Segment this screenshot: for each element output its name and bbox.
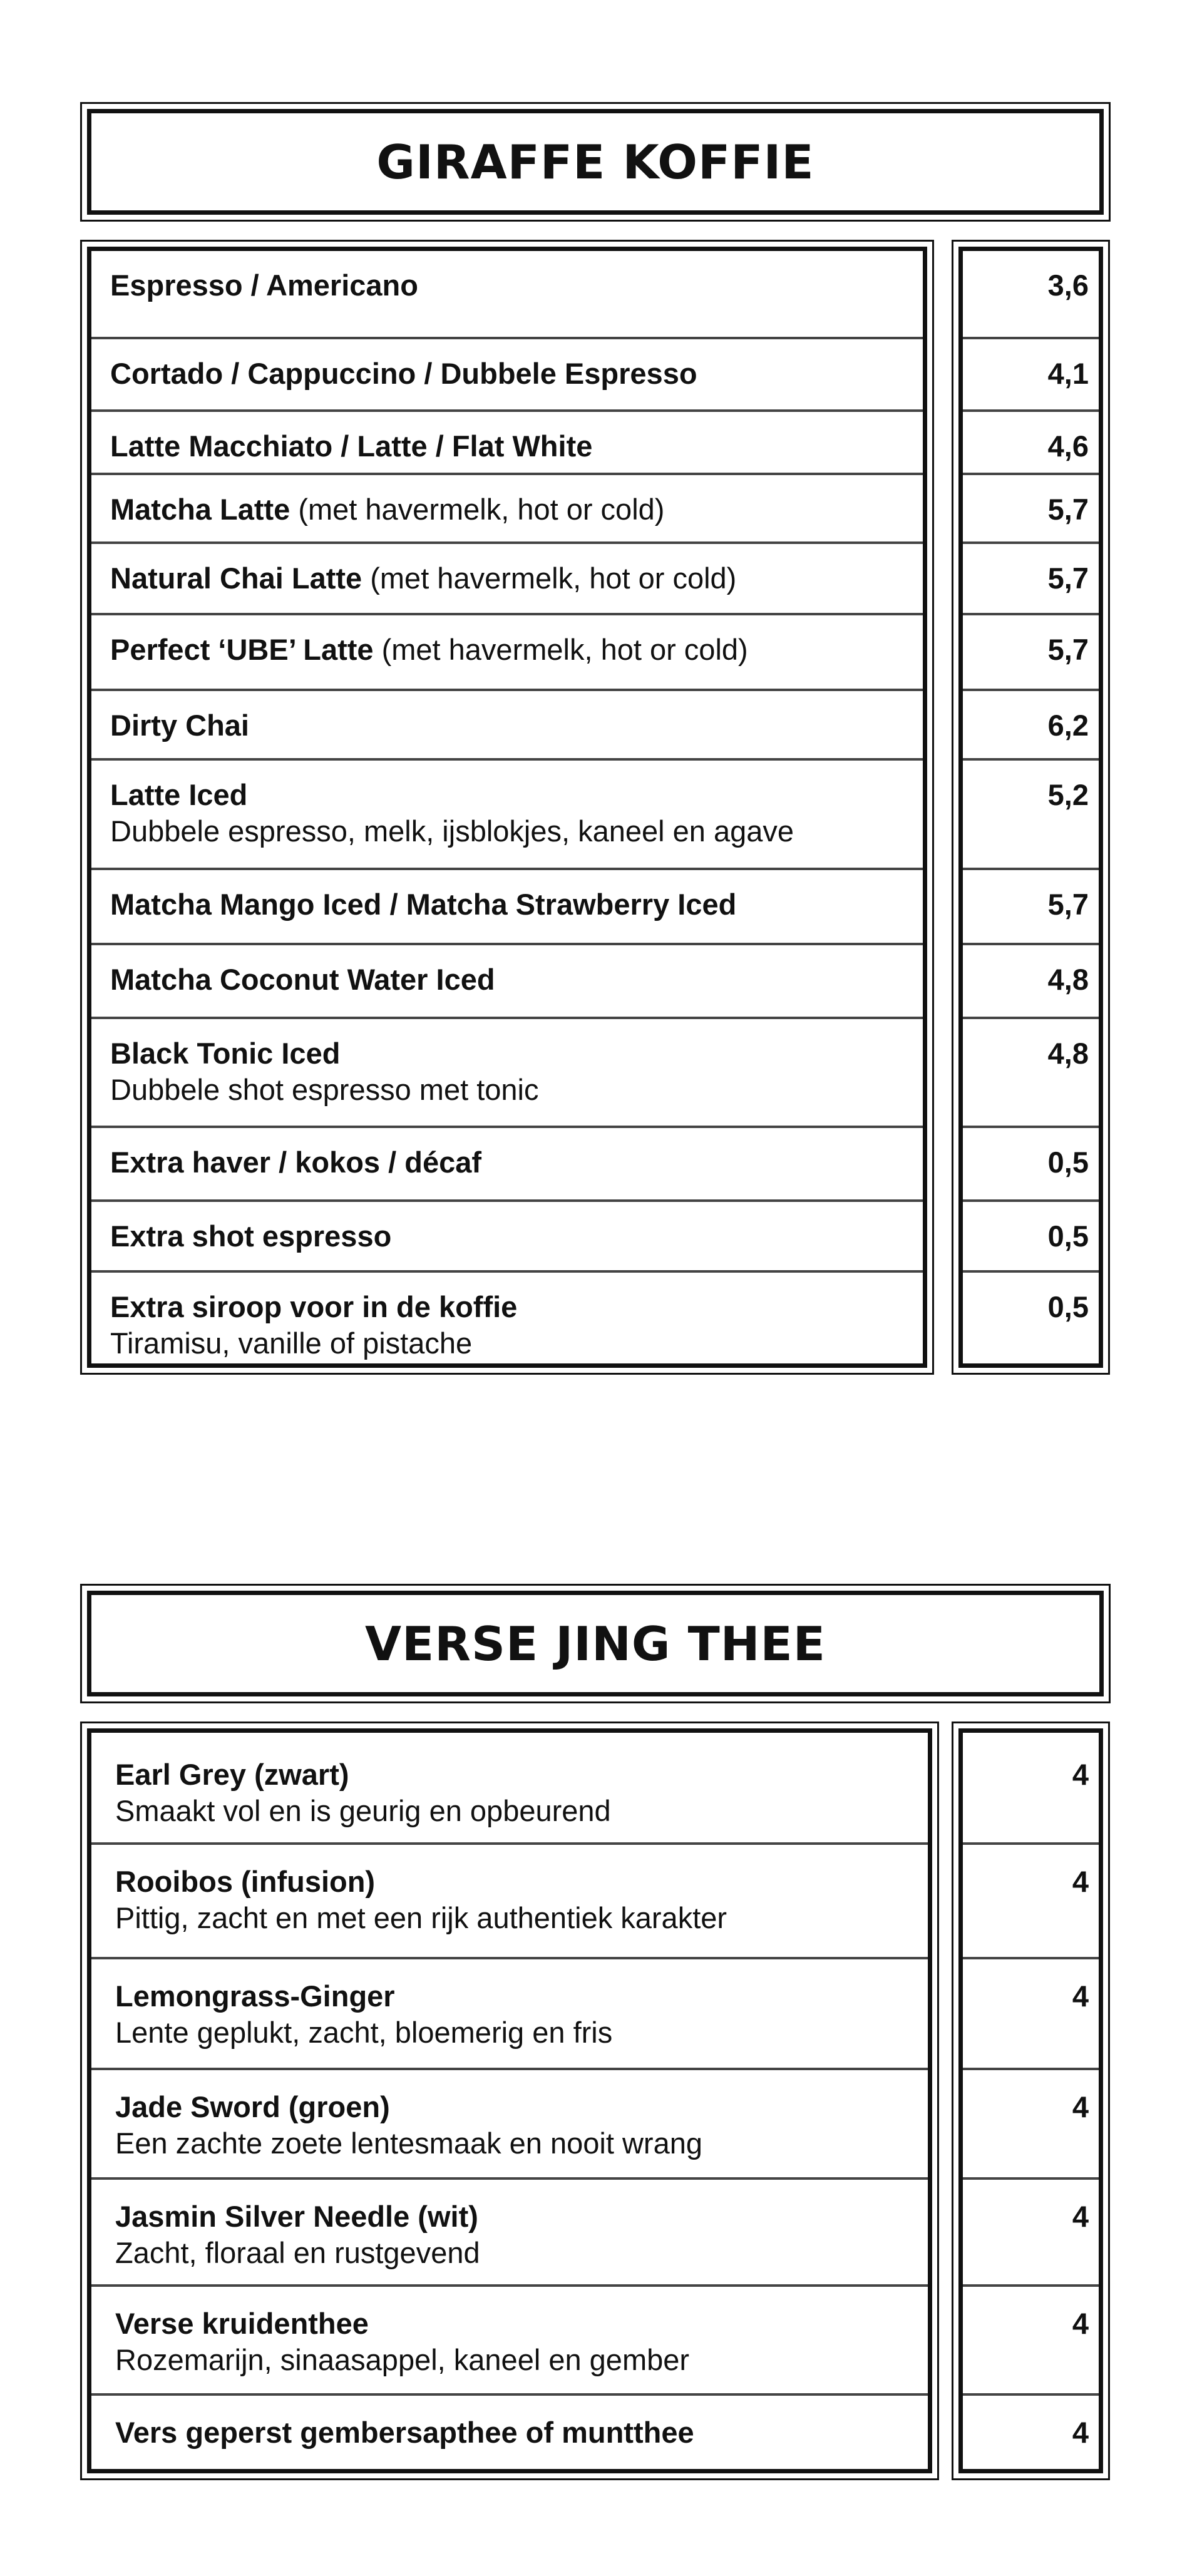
menu-item	[91, 409, 923, 473]
menu-item	[91, 2177, 928, 2284]
koffie-prices-box	[952, 240, 1110, 1375]
koffie-items-box	[80, 240, 934, 1375]
item-price: 4	[1072, 2416, 1089, 2449]
item-description: Rozemarijn, sinaasappel, kaneel en gember	[115, 2343, 690, 2376]
item-name: Espresso / Americano	[110, 269, 418, 302]
item-price: 4,8	[1047, 963, 1089, 996]
menu-item	[91, 758, 923, 868]
menu-item	[91, 1957, 928, 2068]
item-name: Extra shot espresso	[110, 1219, 392, 1253]
thee-items-list	[87, 1728, 932, 2473]
menu-item	[91, 251, 923, 337]
thee-prices-box	[952, 1722, 1110, 2480]
menu-item	[91, 541, 923, 613]
item-price: 4	[1072, 1979, 1089, 2013]
thee-title-box	[80, 1584, 1111, 1703]
item-note: (met havermelk, hot or cold)	[373, 633, 748, 666]
item-name: Vers geperst gembersapthee of muntthee	[115, 2416, 694, 2449]
item-description: Zacht, floraal en rustgevend	[115, 2236, 480, 2269]
menu-item	[91, 1733, 928, 1842]
item-price: 4	[1072, 1865, 1089, 1898]
item-name: Extra haver / kokos / décaf	[110, 1146, 482, 1179]
item-price: 4	[1072, 2307, 1089, 2340]
item-name: Lemongrass-Ginger	[115, 1979, 395, 2013]
item-name: Jasmin Silver Needle (wit)	[115, 2200, 478, 2233]
item-name: Cortado / Cappuccino / Dubbele Espresso	[110, 357, 697, 390]
menu-item	[91, 2393, 928, 2473]
item-name: Matcha Mango Iced / Matcha Strawberry Iced	[110, 888, 737, 921]
item-price: 0,5	[1047, 1219, 1089, 1253]
item-description: Dubbele shot espresso met tonic	[110, 1073, 539, 1106]
menu-item	[91, 943, 923, 1017]
item-price: 5,7	[1047, 493, 1089, 526]
item-name: Perfect ‘UBE’ Latte	[110, 633, 374, 666]
menu-item	[91, 1199, 923, 1270]
item-price: 5,7	[1047, 888, 1089, 921]
menu-item	[91, 613, 923, 689]
item-name: Earl Grey (zwart)	[115, 1758, 349, 1791]
item-description: Smaakt vol en is geurig en opbeurend	[115, 1794, 611, 1827]
item-name: Latte Iced	[110, 778, 248, 811]
item-description: Tiramisu, vanille of pistache	[110, 1326, 473, 1360]
menu-item	[91, 337, 923, 409]
item-price: 4	[1072, 2200, 1089, 2233]
menu-item	[91, 689, 923, 758]
item-name: Jade Sword (groen)	[115, 2090, 390, 2123]
menu-item	[91, 2068, 928, 2177]
item-price: 5,2	[1047, 778, 1089, 811]
item-price: 4	[1072, 2090, 1089, 2123]
item-name: Rooibos (infusion)	[115, 1865, 376, 1898]
item-name: Verse kruidenthee	[115, 2307, 369, 2340]
thee-items-box	[80, 1722, 939, 2480]
item-price: 4,8	[1047, 1037, 1089, 1070]
item-price: 5,7	[1047, 562, 1089, 595]
item-description: Lente geplukt, zacht, bloemerig en fris	[115, 2016, 613, 2049]
item-description: Pittig, zacht en met een rijk authentiek karakter	[115, 1901, 727, 1934]
item-price: 0,5	[1047, 1290, 1089, 1323]
thee-prices-list	[958, 1728, 1103, 2473]
menu-item	[91, 1017, 923, 1126]
item-name: Extra siroop voor in de koffie	[110, 1290, 518, 1323]
item-name: Black Tonic Iced	[110, 1037, 341, 1070]
item-note: (met havermelk, hot or cold)	[362, 562, 737, 595]
item-description: Dubbele espresso, melk, ijsblokjes, kaneel en agave	[110, 814, 794, 848]
item-name: Matcha Coconut Water Iced	[110, 963, 495, 996]
koffie-title: GIRAFFE KOFFIE	[376, 134, 814, 190]
koffie-prices-list	[958, 247, 1103, 1368]
item-price: 5,7	[1047, 633, 1089, 666]
menu-item	[91, 1270, 923, 1367]
menu-item	[91, 1842, 928, 1957]
menu-item	[91, 473, 923, 541]
thee-title: VERSE JING THEE	[364, 1616, 826, 1671]
item-price: 4,6	[1047, 429, 1089, 463]
koffie-items-list	[87, 247, 927, 1368]
item-price: 4,1	[1047, 357, 1089, 390]
menu-item	[91, 2284, 928, 2393]
item-name: Latte Macchiato / Latte / Flat White	[110, 429, 593, 463]
menu-item	[91, 1126, 923, 1199]
koffie-title-box	[80, 102, 1111, 222]
menu-item	[91, 868, 923, 943]
item-price: 0,5	[1047, 1146, 1089, 1179]
item-price: 3,6	[1047, 269, 1089, 302]
item-note: (met havermelk, hot or cold)	[290, 493, 665, 526]
item-price: 6,2	[1047, 709, 1089, 742]
item-name: Dirty Chai	[110, 709, 249, 742]
item-price: 4	[1072, 1758, 1089, 1791]
item-name: Natural Chai Latte	[110, 562, 362, 595]
item-description: Een zachte zoete lentesmaak en nooit wrang	[115, 2127, 702, 2160]
item-name: Matcha Latte	[110, 493, 290, 526]
